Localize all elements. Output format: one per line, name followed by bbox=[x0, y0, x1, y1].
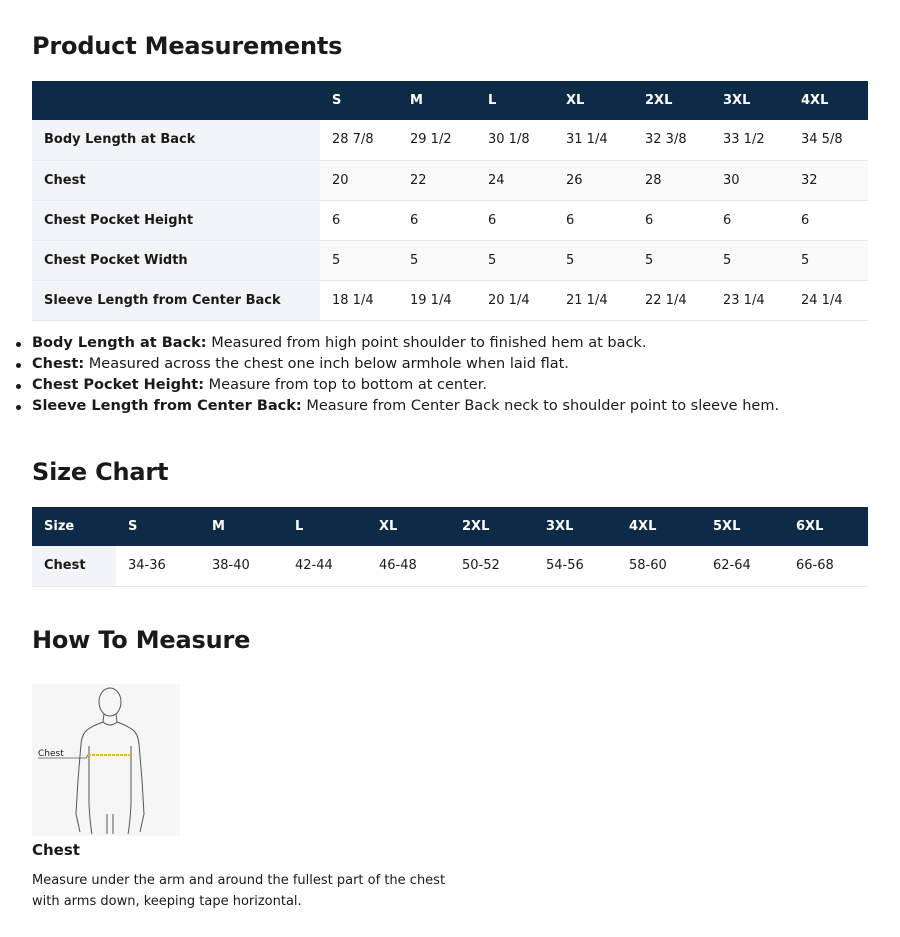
row-label: Body Length at Back bbox=[32, 120, 320, 160]
row-label: Sleeve Length from Center Back bbox=[32, 280, 320, 320]
table-cell: 5 bbox=[476, 240, 554, 280]
table-cell: 5 bbox=[789, 240, 868, 280]
table-cell: 34 5/8 bbox=[789, 120, 868, 160]
table-cell: 31 1/4 bbox=[554, 120, 633, 160]
table-header-row bbox=[32, 507, 868, 546]
table-cell: 30 1/8 bbox=[476, 120, 554, 160]
row-label: Chest Pocket Width bbox=[32, 240, 320, 280]
table-cell: 34-36 bbox=[128, 558, 166, 574]
header-size-m: M bbox=[410, 93, 423, 108]
table-cell: 6 bbox=[554, 200, 633, 240]
table-cell: 58-60 bbox=[629, 558, 667, 574]
table-cell: 6 bbox=[320, 200, 398, 240]
table-cell: 21 1/4 bbox=[554, 280, 633, 320]
list-item bbox=[32, 333, 779, 354]
table-cell: 5 bbox=[320, 240, 398, 280]
table-row bbox=[32, 546, 868, 586]
table-cell: 26 bbox=[554, 160, 633, 200]
table-cell: 54-56 bbox=[546, 558, 584, 574]
table-cell: 28 7/8 bbox=[320, 120, 398, 160]
table-cell: 24 bbox=[476, 160, 554, 200]
note-term: Chest Pocket Height: bbox=[32, 377, 205, 393]
header-size-label: Size bbox=[44, 519, 75, 534]
table-row bbox=[32, 200, 868, 240]
row-label: Chest bbox=[32, 546, 116, 586]
table-row bbox=[32, 280, 868, 320]
table-cell: 19 1/4 bbox=[398, 280, 476, 320]
note-text: Measure from top to bottom at center. bbox=[204, 377, 487, 393]
header-size-xl: XL bbox=[566, 93, 585, 108]
note-text: Measured from high point shoulder to finished hem at back. bbox=[206, 335, 647, 351]
header-size-s: S bbox=[128, 519, 138, 534]
row-label: Chest bbox=[32, 160, 320, 200]
table-cell: 30 bbox=[711, 160, 789, 200]
header-size-4xl: 4XL bbox=[801, 93, 829, 108]
header-size-s: S bbox=[332, 93, 342, 108]
table-row bbox=[32, 120, 868, 160]
table-row bbox=[32, 240, 868, 280]
table-cell: 24 1/4 bbox=[789, 280, 868, 320]
header-size-2xl: 2XL bbox=[462, 519, 490, 534]
header-size-3xl: 3XL bbox=[546, 519, 574, 534]
header-size-l: L bbox=[488, 93, 497, 108]
table-cell: 23 1/4 bbox=[711, 280, 789, 320]
table-cell: 6 bbox=[789, 200, 868, 240]
table-cell: 33 1/2 bbox=[711, 120, 789, 160]
table-row bbox=[32, 160, 868, 200]
table-cell: 22 bbox=[398, 160, 476, 200]
header-size-2xl: 2XL bbox=[645, 93, 673, 108]
table-cell: 22 1/4 bbox=[633, 280, 711, 320]
list-item bbox=[32, 396, 779, 417]
figure-chest-label: Chest bbox=[38, 749, 64, 759]
note-text: Measured across the chest one inch below armhole when laid flat. bbox=[84, 356, 569, 372]
table-cell: 5 bbox=[633, 240, 711, 280]
size-chart-title: Size Chart bbox=[32, 458, 169, 486]
how-to-measure-title: How To Measure bbox=[32, 626, 251, 654]
note-term: Sleeve Length from Center Back: bbox=[32, 398, 302, 414]
table-cell: 5 bbox=[554, 240, 633, 280]
table-cell: 6 bbox=[398, 200, 476, 240]
product-measurements-table bbox=[32, 81, 868, 321]
table-cell: 46-48 bbox=[379, 558, 417, 574]
table-cell: 20 bbox=[320, 160, 398, 200]
table-cell: 5 bbox=[711, 240, 789, 280]
how-to-measure-subtitle: Chest bbox=[32, 841, 80, 859]
table-cell: 20 1/4 bbox=[476, 280, 554, 320]
row-label: Chest Pocket Height bbox=[32, 200, 320, 240]
table-header-row bbox=[32, 81, 868, 120]
header-blank-cell bbox=[32, 81, 320, 120]
table-cell: 62-64 bbox=[713, 558, 751, 574]
chest-measure-figure bbox=[32, 684, 180, 836]
table-cell: 29 1/2 bbox=[398, 120, 476, 160]
table-cell: 50-52 bbox=[462, 558, 500, 574]
header-size-4xl: 4XL bbox=[629, 519, 657, 534]
table-cell: 38-40 bbox=[212, 558, 250, 574]
table-cell: 6 bbox=[633, 200, 711, 240]
table-cell: 18 1/4 bbox=[320, 280, 398, 320]
header-size-l: L bbox=[295, 519, 304, 534]
header-size-xl: XL bbox=[379, 519, 398, 534]
note-text: Measure from Center Back neck to shoulder point to sleeve hem. bbox=[301, 398, 780, 414]
table-cell: 42-44 bbox=[295, 558, 333, 574]
measurement-notes-list bbox=[32, 333, 779, 417]
table-cell: 32 3/8 bbox=[633, 120, 711, 160]
list-item bbox=[32, 354, 779, 375]
table-cell: 66-68 bbox=[796, 558, 834, 574]
product-measurements-title: Product Measurements bbox=[32, 32, 343, 60]
list-item bbox=[32, 375, 779, 396]
table-cell: 5 bbox=[398, 240, 476, 280]
table-cell: 6 bbox=[711, 200, 789, 240]
table-cell: 32 bbox=[789, 160, 868, 200]
size-chart-table bbox=[32, 507, 868, 587]
table-cell: 28 bbox=[633, 160, 711, 200]
header-size-6xl: 6XL bbox=[796, 519, 824, 534]
note-term: Body Length at Back: bbox=[32, 335, 207, 351]
how-to-measure-description: Measure under the arm and around the fullest part of the chest with arms down, keeping tape horizontal. bbox=[32, 873, 446, 909]
header-size-m: M bbox=[212, 519, 225, 534]
header-size-3xl: 3XL bbox=[723, 93, 751, 108]
note-term: Chest: bbox=[32, 356, 85, 372]
header-size-5xl: 5XL bbox=[713, 519, 741, 534]
table-cell: 6 bbox=[476, 200, 554, 240]
